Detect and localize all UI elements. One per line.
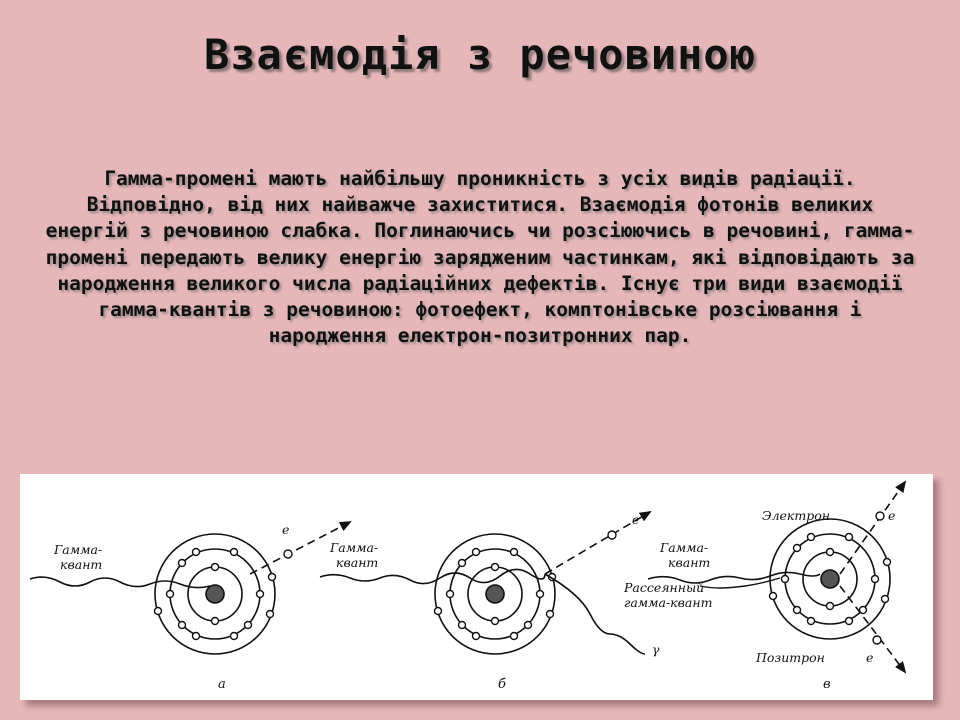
scattered-label-1: Рассеянный (624, 580, 705, 595)
electron-symbol-c: e (888, 508, 896, 523)
gamma-label-c2: квант (668, 555, 711, 570)
slide-title: Взаємодія з речовиною (203, 30, 756, 79)
gamma-symbol-b: γ (652, 642, 660, 657)
panel-c (623, 482, 905, 692)
positron-label-c: Позитрон (756, 650, 825, 665)
electron-track-c (840, 482, 905, 574)
gamma-label-a1: Гамма- (54, 542, 103, 557)
gamma-label-a2: квант (60, 557, 103, 572)
gamma-label-b1: Гамма- (330, 540, 379, 555)
slide-paragraph: Гамма-промені мають найбільшу проникність з усіх видів радіації. Відповідно, від них найважче захиститися. Взаємодія фотонів великих енергій з речовиною слабка. Поглинаючись чи розсіюючись в речовині, гамма-промені передають велику енергію зарядженим частинкам, які відповідають за народження великого числа радіаційних дефектів. Існує три види взаємодії гамма-квантів з речовиною: фотоефект, комптонівське розсіювання і народження електрон-позитронних пар. (45, 167, 915, 348)
caption-b: б (498, 677, 506, 692)
scattered-label-2: гамма-квант (624, 595, 713, 610)
interaction-diagram (20, 474, 933, 700)
panel-b (320, 512, 660, 692)
electron-symbol-b: e (632, 512, 640, 527)
positron-symbol-c: e (866, 650, 874, 665)
caption-c: в (823, 677, 831, 692)
gamma-label-b2: квант (336, 555, 379, 570)
panel-a (30, 522, 350, 692)
diagram-svg (20, 474, 933, 700)
caption-a: а (218, 677, 226, 692)
electron-symbol-a: e (282, 522, 290, 537)
electron-label-c: Электрон (762, 508, 830, 523)
gamma-wave-a (30, 577, 210, 588)
gamma-label-c1: Гамма- (660, 540, 709, 555)
